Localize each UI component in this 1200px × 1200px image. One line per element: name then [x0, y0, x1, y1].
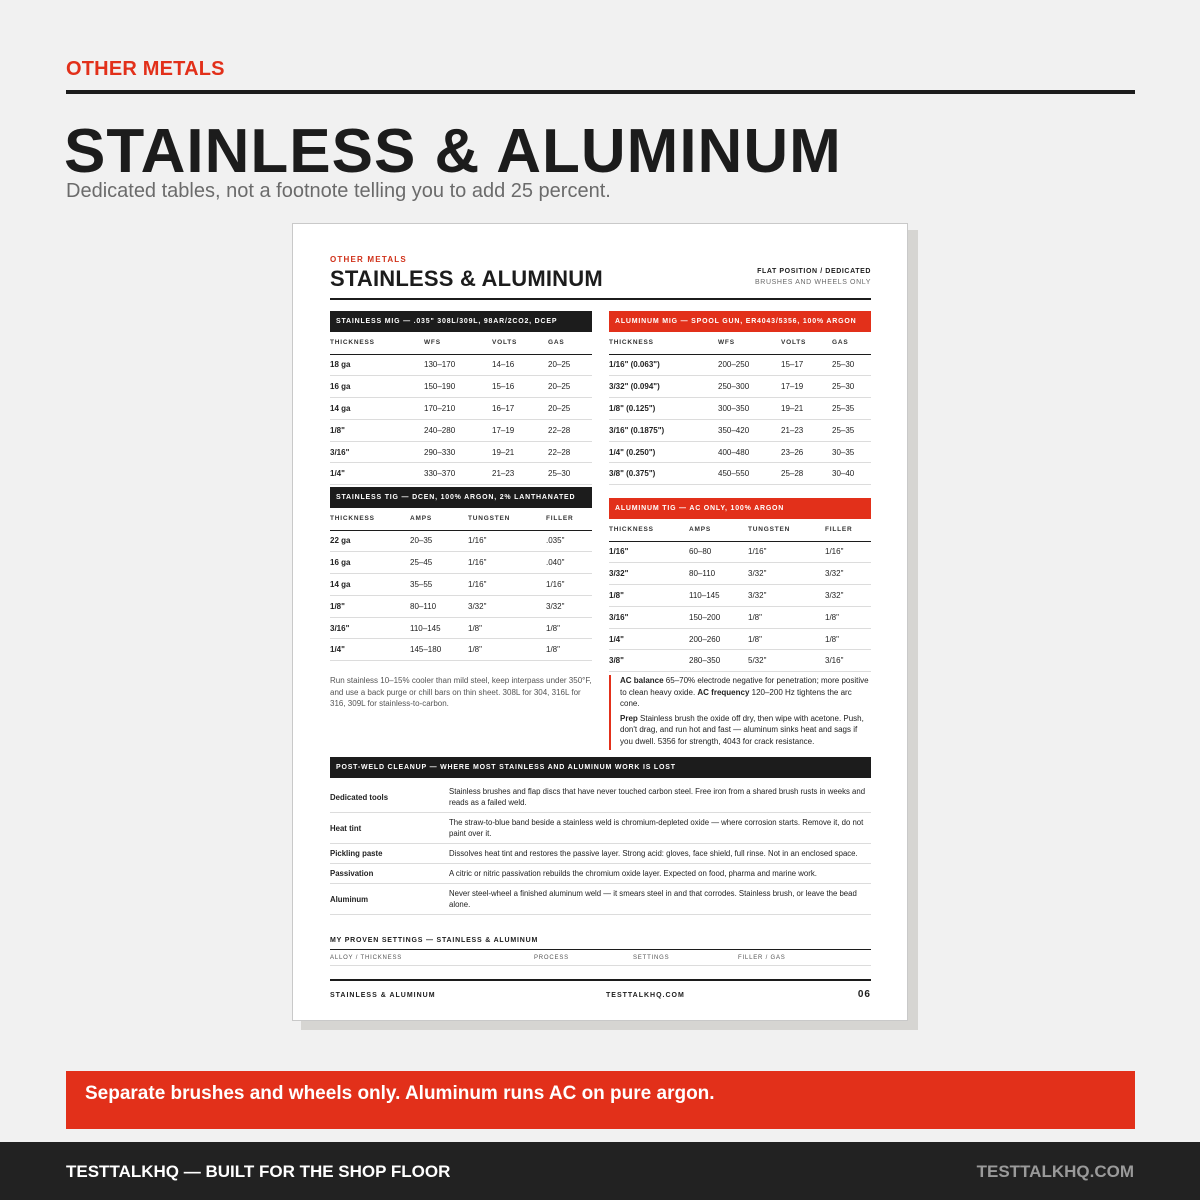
cleanup-section: [330, 757, 871, 915]
value-cell: 17–19: [492, 419, 548, 441]
value-cell: 350–420: [718, 419, 781, 441]
value-cell: 110–145: [689, 585, 748, 607]
value-cell: 1/16": [468, 530, 546, 552]
thickness-cell: 16 ga: [330, 552, 410, 574]
table-row: [609, 563, 871, 585]
value-cell: 25–45: [410, 552, 468, 574]
value-cell: 200–260: [689, 628, 748, 650]
page-kicker: OTHER METALS: [66, 58, 225, 80]
table-row: [609, 606, 871, 628]
table-row: [609, 441, 871, 463]
ac-balance-label: AC balance: [620, 676, 664, 685]
cleanup-description: A citric or nitric passivation rebuilds the chromium oxide layer. Expected on food, pharma and marine work.: [449, 864, 871, 884]
value-cell: 23–26: [781, 441, 832, 463]
footer-brand: TESTTALKHQ — BUILT FOR THE SHOP FLOOR: [66, 1162, 451, 1181]
value-cell: 22–28: [548, 441, 592, 463]
doc-footer-left: STAINLESS & ALUMINUM: [330, 992, 436, 999]
doc-footer-rule: [330, 979, 871, 981]
value-cell: 200–250: [718, 354, 781, 376]
value-cell: 60–80: [689, 541, 748, 563]
value-cell: 14–16: [492, 354, 548, 376]
value-cell: 80–110: [410, 595, 468, 617]
value-cell: 15–16: [492, 376, 548, 398]
callout-banner: [66, 1071, 1135, 1129]
value-cell: 25–30: [832, 354, 871, 376]
column-header: WFS: [718, 332, 781, 354]
thickness-cell: 14 ga: [330, 398, 424, 420]
table-row: [609, 354, 871, 376]
value-cell: 21–23: [492, 463, 548, 485]
proven-column-header: ALLOY / THICKNESS: [330, 955, 403, 961]
aluminum-mig-table: [609, 332, 871, 485]
value-cell: 250–300: [718, 376, 781, 398]
value-cell: 22–28: [548, 419, 592, 441]
thickness-cell: 3/16" (0.1875"): [609, 419, 718, 441]
thickness-cell: 3/16": [330, 617, 410, 639]
doc-meta-primary: FLAT POSITION / DEDICATED: [757, 268, 871, 275]
value-cell: 110–145: [410, 617, 468, 639]
column-header: WFS: [424, 332, 492, 354]
value-cell: 19–21: [492, 441, 548, 463]
thickness-cell: 1/4": [609, 628, 689, 650]
doc-meta-secondary: BRUSHES AND WHEELS ONLY: [755, 279, 871, 286]
thickness-cell: 1/8": [609, 585, 689, 607]
ac-frequency-text: 120–200 Hz tightens the arc cone.: [620, 687, 852, 708]
thickness-cell: 1/16": [609, 541, 689, 563]
footer-url: TESTTALKHQ.COM: [976, 1162, 1134, 1181]
table-row: [330, 354, 592, 376]
table-row: [330, 813, 871, 844]
value-cell: 450–550: [718, 463, 781, 485]
table-row: [330, 419, 592, 441]
value-cell: 80–110: [689, 563, 748, 585]
column-header: FILLER: [546, 508, 592, 530]
proven-column-header: PROCESS: [534, 955, 569, 961]
column-header: AMPS: [689, 519, 748, 541]
stainless-tig-section: [330, 487, 592, 661]
value-cell: 30–35: [832, 441, 871, 463]
table-row: [330, 398, 592, 420]
proven-column-header: FILLER / GAS: [738, 955, 786, 961]
cleanup-topic: Pickling paste: [330, 844, 449, 864]
table-row: [609, 376, 871, 398]
proven-settings-section: [330, 937, 871, 966]
prep-text: Stainless brush the oxide off dry, then wipe with acetone. Push, don't drag, and run hot and fast — aluminum sinks heat and sags if you dwell. 5356 for strength, 4043 for crack resistance.: [620, 713, 864, 746]
column-header: THICKNESS: [330, 332, 424, 354]
column-header: TUNGSTEN: [748, 519, 825, 541]
thickness-cell: 3/8" (0.375"): [609, 463, 718, 485]
cleanup-heading: POST-WELD CLEANUP — WHERE MOST STAINLESS AND ALUMINUM WORK IS LOST: [330, 757, 871, 778]
proven-settings-heading: MY PROVEN SETTINGS — STAINLESS & ALUMINUM: [330, 937, 871, 950]
table-row: [609, 541, 871, 563]
doc-title: STAINLESS & ALUMINUM: [330, 266, 603, 291]
value-cell: 15–17: [781, 354, 832, 376]
column-header: THICKNESS: [609, 519, 689, 541]
value-cell: 300–350: [718, 398, 781, 420]
page-subtitle: Dedicated tables, not a footnote telling you to add 25 percent.: [66, 180, 611, 202]
table-row: [330, 552, 592, 574]
value-cell: 150–190: [424, 376, 492, 398]
column-header: GAS: [548, 332, 592, 354]
thickness-cell: 18 ga: [330, 354, 424, 376]
value-cell: 1/8": [748, 606, 825, 628]
value-cell: 25–35: [832, 419, 871, 441]
value-cell: 20–25: [548, 398, 592, 420]
table-row: [330, 884, 871, 915]
aluminum-mig-section: [609, 311, 871, 485]
ac-note-paragraph: [620, 675, 871, 710]
document-page: [292, 223, 908, 1021]
column-header: VOLTS: [492, 332, 548, 354]
prep-label: Prep: [620, 713, 638, 723]
value-cell: 21–23: [781, 419, 832, 441]
thickness-cell: 14 ga: [330, 574, 410, 596]
value-cell: 5/32": [748, 650, 825, 672]
value-cell: 3/32": [825, 585, 871, 607]
column-header: TUNGSTEN: [468, 508, 546, 530]
table-row: [609, 419, 871, 441]
value-cell: 25–28: [781, 463, 832, 485]
column-header: AMPS: [410, 508, 468, 530]
stainless-note: Run stainless 10–15% cooler than mild steel, keep interpass under 350°F, and use a back purge or chill bars on thin sheet. 308L for 304, 316L for 316, 309L for stainless-to-carbon.: [330, 676, 592, 708]
value-cell: 3/32": [546, 595, 592, 617]
thickness-cell: 3/16": [330, 441, 424, 463]
stainless-tig-table: [330, 508, 592, 661]
value-cell: 1/16": [546, 574, 592, 596]
aluminum-tig-table: [609, 519, 871, 672]
table-row: [330, 574, 592, 596]
value-cell: 1/8": [825, 606, 871, 628]
cleanup-topic: Aluminum: [330, 884, 449, 915]
thickness-cell: 3/8": [609, 650, 689, 672]
doc-kicker: OTHER METALS: [330, 255, 407, 264]
value-cell: 130–170: [424, 354, 492, 376]
value-cell: 20–25: [548, 376, 592, 398]
value-cell: 1/8": [468, 617, 546, 639]
value-cell: 290–330: [424, 441, 492, 463]
table-row: [330, 463, 592, 485]
table-row: [330, 441, 592, 463]
stainless-mig-heading: STAINLESS MIG — .035" 308L/309L, 98AR/2CO2, DCEP: [330, 311, 592, 332]
table-row: [330, 782, 871, 813]
value-cell: .040": [546, 552, 592, 574]
table-row: [330, 530, 592, 552]
table-row: [330, 864, 871, 884]
site-footer: [0, 1142, 1200, 1200]
cleanup-topic: Dedicated tools: [330, 782, 449, 813]
ac-balance-text: 65–70% electrode negative for penetration; more positive to clean heavy oxide.: [620, 676, 869, 697]
value-cell: 280–350: [689, 650, 748, 672]
table-row: [609, 628, 871, 650]
value-cell: 3/32": [468, 595, 546, 617]
table-row: [330, 595, 592, 617]
column-header: GAS: [832, 332, 871, 354]
value-cell: 3/16": [825, 650, 871, 672]
value-cell: 30–40: [832, 463, 871, 485]
proven-settings-columns: [330, 950, 871, 966]
thickness-cell: 1/4": [330, 463, 424, 485]
thickness-cell: 1/8": [330, 595, 410, 617]
value-cell: 330–370: [424, 463, 492, 485]
aluminum-tig-section: [609, 498, 871, 672]
column-header: FILLER: [825, 519, 871, 541]
thickness-cell: 1/8" (0.125"): [609, 398, 718, 420]
value-cell: 1/16": [468, 552, 546, 574]
value-cell: 17–19: [781, 376, 832, 398]
column-header: VOLTS: [781, 332, 832, 354]
table-row: [609, 463, 871, 485]
column-header: THICKNESS: [609, 332, 718, 354]
column-header: THICKNESS: [330, 508, 410, 530]
doc-footer-url: TESTTALKHQ.COM: [606, 992, 685, 999]
value-cell: 3/32": [748, 563, 825, 585]
document-content: [330, 224, 871, 1020]
thickness-cell: 1/8": [330, 419, 424, 441]
cleanup-table: [330, 782, 871, 915]
value-cell: 400–480: [718, 441, 781, 463]
thickness-cell: 1/4" (0.250"): [609, 441, 718, 463]
value-cell: 1/8": [825, 628, 871, 650]
value-cell: 35–55: [410, 574, 468, 596]
table-row: [330, 844, 871, 864]
stainless-mig-table: [330, 332, 592, 485]
value-cell: 3/32": [825, 563, 871, 585]
cleanup-description: Stainless brushes and flap discs that have never touched carbon steel. Free iron from a shared brush rusts in weeks and reads as a failed weld.: [449, 782, 871, 813]
value-cell: 20–35: [410, 530, 468, 552]
value-cell: 240–280: [424, 419, 492, 441]
doc-title-rule: [330, 298, 871, 300]
thickness-cell: 22 ga: [330, 530, 410, 552]
top-rule: [66, 90, 1135, 94]
value-cell: 3/32": [748, 585, 825, 607]
cleanup-topic: Heat tint: [330, 813, 449, 844]
aluminum-note: [609, 675, 871, 750]
stainless-tig-heading: STAINLESS TIG — DCEN, 100% ARGON, 2% LANTHANATED: [330, 487, 592, 508]
cleanup-description: The straw-to-blue band beside a stainless weld is chromium-depleted oxide — where corrosion starts. Remove it, do not paint over it.: [449, 813, 871, 844]
table-row: [330, 617, 592, 639]
cleanup-description: Dissolves heat tint and restores the passive layer. Strong acid: gloves, face shield, full rinse. Not in an enclosed space.: [449, 844, 871, 864]
callout-banner-text: Separate brushes and wheels only. Aluminum runs AC on pure argon.: [85, 1083, 715, 1104]
ac-frequency-label: AC frequency: [697, 687, 750, 697]
table-row: [609, 585, 871, 607]
aluminum-tig-heading: ALUMINUM TIG — AC ONLY, 100% ARGON: [609, 498, 871, 519]
value-cell: 25–30: [832, 376, 871, 398]
value-cell: 145–180: [410, 639, 468, 661]
value-cell: 1/16": [468, 574, 546, 596]
value-cell: 1/8": [748, 628, 825, 650]
value-cell: 1/16": [825, 541, 871, 563]
value-cell: 25–35: [832, 398, 871, 420]
thickness-cell: 3/32" (0.094"): [609, 376, 718, 398]
cleanup-description: Never steel-wheel a finished aluminum weld — it smears steel in and that corrodes. Stainless brush, or leave the bead alone.: [449, 884, 871, 915]
table-row: [330, 639, 592, 661]
stainless-mig-section: [330, 311, 592, 485]
value-cell: 1/8": [546, 639, 592, 661]
prep-note-paragraph: [620, 713, 871, 748]
table-row: [330, 376, 592, 398]
thickness-cell: 1/16" (0.063"): [609, 354, 718, 376]
value-cell: 16–17: [492, 398, 548, 420]
cleanup-topic: Passivation: [330, 864, 449, 884]
thickness-cell: 3/16": [609, 606, 689, 628]
value-cell: 20–25: [548, 354, 592, 376]
doc-page-number: 06: [857, 989, 871, 1000]
value-cell: 1/8": [468, 639, 546, 661]
page-title: STAINLESS & ALUMINUM: [64, 117, 842, 186]
proven-column-header: SETTINGS: [633, 955, 670, 961]
value-cell: 150–200: [689, 606, 748, 628]
table-row: [609, 398, 871, 420]
thickness-cell: 16 ga: [330, 376, 424, 398]
value-cell: 19–21: [781, 398, 832, 420]
thickness-cell: 3/32": [609, 563, 689, 585]
value-cell: 1/16": [748, 541, 825, 563]
value-cell: 25–30: [548, 463, 592, 485]
table-row: [609, 650, 871, 672]
value-cell: 1/8": [546, 617, 592, 639]
aluminum-mig-heading: ALUMINUM MIG — SPOOL GUN, ER4043/5356, 100% ARGON: [609, 311, 871, 332]
value-cell: .035": [546, 530, 592, 552]
value-cell: 170–210: [424, 398, 492, 420]
thickness-cell: 1/4": [330, 639, 410, 661]
